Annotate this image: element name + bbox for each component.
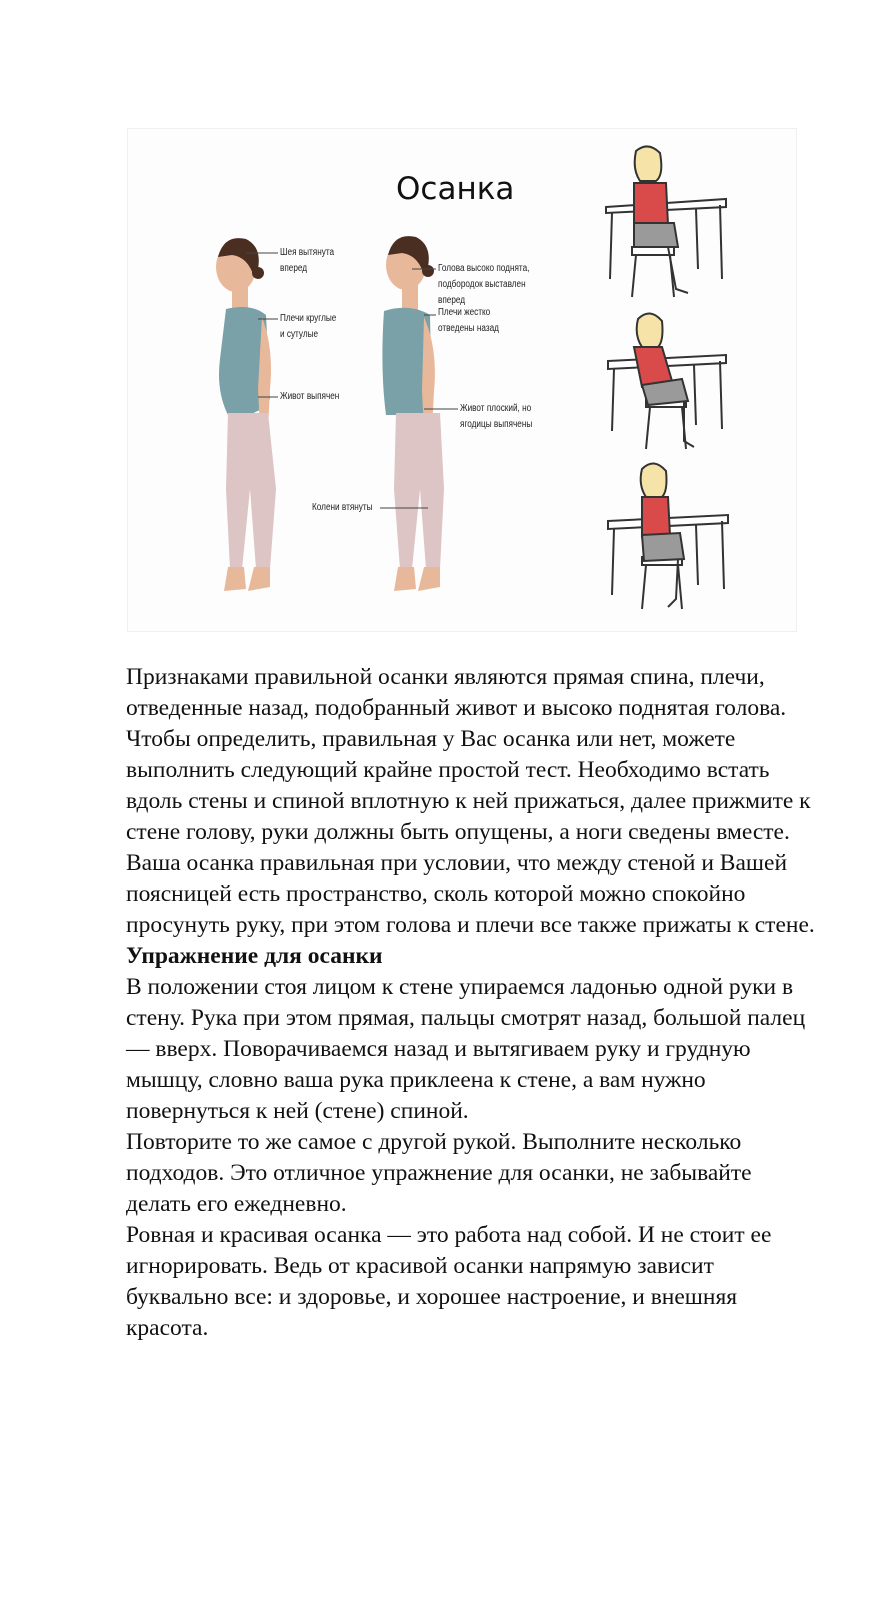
figure-title: Осанка	[396, 171, 515, 207]
paragraph-repeat: Повторите то же самое с другой рукой. Выполните несколько подходов. Это отличное упражнение для осанки, не забывайте делать его ежедневно.	[126, 1129, 752, 1217]
paragraph-conclusion: Ровная и красивая осанка — это работа над собой. И не стоит ее игнорировать. Ведь от красивой осанки напрямую зависит буквально все: и здоровье, и хорошее настроение, и внешняя красота.	[126, 1222, 772, 1341]
label-neck-forward: Шея вытянута вперед	[280, 247, 335, 274]
paragraph-posture-signs: Признаками правильной осанки являются прямая спина, плечи, отведенные назад, подобранный живот и высоко поднятая голова. Чтобы определить, правильная у Вас осанка или нет, можете выполнить следующий крайне простой тест. Необходимо встать вдоль стены и спиной вплотную к ней прижаться, далее прижмите к стене голову, руки должны быть опущены, а ноги сведены вместе. Ваша осанка правильная при условии, что между стеной и Вашей поясницей есть пространство, сколь которой можно спокойно просунуть руку, при этом голова и плечи все также прижаты к стене.	[126, 664, 815, 938]
article-text	[126, 662, 816, 1344]
label-belly-flat: Живот плоский, но ягодицы выпячены	[460, 403, 533, 430]
desk-scene-3	[608, 463, 728, 609]
label-shoulders-back: Плечи жестко отведены назад	[438, 307, 499, 334]
paragraph-exercise: В положении стоя лицом к стене упираемся ладонью одной руки в стену. Рука при этом прямая, пальцы смотрят назад, большой палец — вверх. Поворачиваемся назад и вытягиваем руку и грудную мышцу, словно ваша рука приклеена к стене, а вам нужно повернуться к ней (стене) спиной.	[126, 974, 806, 1124]
label-belly-out: Живот выпячен	[280, 391, 340, 402]
label-knees: Колени втянуты	[312, 502, 373, 513]
posture-illustration	[127, 128, 797, 632]
label-head-up: Голова высоко поднята, подбородок выставлен вперед	[438, 263, 530, 306]
woman-bad-posture	[216, 238, 276, 591]
desk-scene-2	[608, 313, 726, 449]
woman-overcorrected-posture	[382, 236, 444, 591]
label-shoulders-rounded: Плечи круглые и сутулые	[280, 313, 337, 340]
desk-scene-1	[606, 146, 726, 297]
exercise-heading: Упражнение для осанки	[126, 943, 383, 969]
